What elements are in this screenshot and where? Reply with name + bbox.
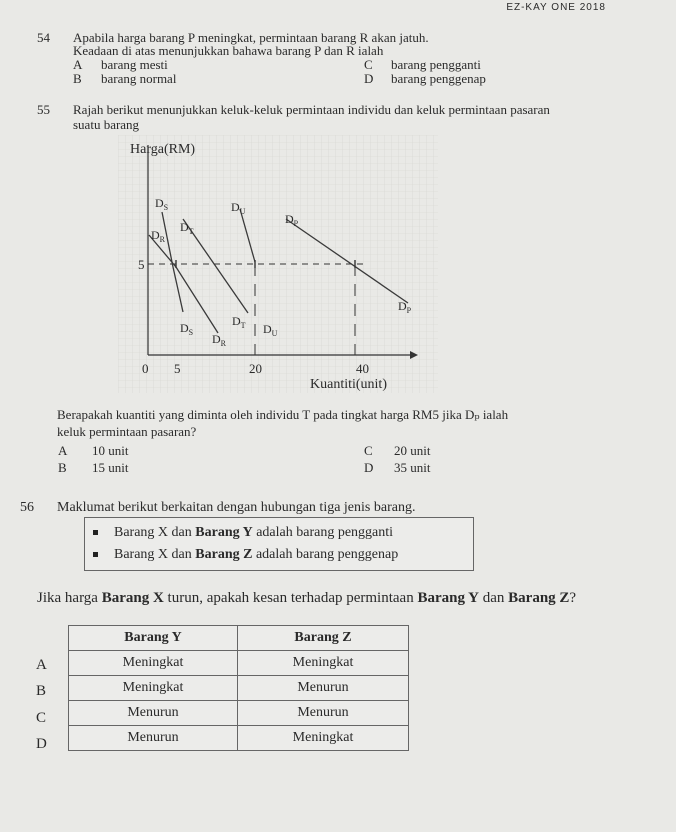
label-dr-top: $D_R$: [151, 228, 166, 244]
x-tick-label-40: 40: [356, 361, 369, 376]
table-row[interactable]: [69, 726, 409, 751]
q54-option-a-letter[interactable]: A: [73, 57, 83, 72]
bullet-2-pre: Barang X: [114, 547, 169, 562]
q55-option-a-text[interactable]: 10 unit: [92, 443, 129, 458]
label-ds-top: $D_S$: [155, 196, 169, 212]
info-bullet-1: [93, 525, 393, 541]
q55-option-a-letter[interactable]: A: [58, 443, 68, 458]
table-row[interactable]: [69, 701, 409, 726]
table-row[interactable]: [69, 651, 409, 676]
row-a-letter[interactable]: A: [36, 657, 47, 673]
q54-option-b-letter[interactable]: B: [73, 71, 82, 86]
q55-question-line2: keluk permintaan pasaran?: [57, 424, 197, 439]
q55-option-d-letter[interactable]: D: [364, 460, 374, 475]
row-b-barang-z: Menurun: [238, 676, 409, 701]
x-tick-label-20: 20: [249, 361, 262, 376]
bullet-square-icon: [93, 552, 98, 557]
label-du-bottom: $D_U$: [263, 322, 278, 338]
q56-intro: Maklumat berikut berkaitan dengan hubungan tiga jenis barang.: [57, 500, 416, 515]
label-dp-top: $D_P$: [285, 212, 299, 228]
q56-question: [37, 590, 576, 607]
bullet-2-bold: Barang Z: [195, 547, 253, 562]
label-dt-bottom: $D_T$: [232, 314, 246, 330]
q56-question-b1: Barang X: [101, 590, 164, 606]
row-c-barang-z: Menurun: [238, 701, 409, 726]
q56-question-end: ?: [569, 590, 577, 606]
q55-question-line1: Berapakah kuantiti yang diminta oleh individu T pada tingkat harga RM5 jika Dₚ ialah: [57, 407, 509, 422]
demand-chart: [118, 135, 438, 395]
row-d-barang-z: Meningkat: [238, 726, 409, 751]
answer-table: [68, 625, 409, 751]
label-dp-bottom: $D_P$: [398, 299, 412, 315]
info-bullet-2: [93, 547, 398, 563]
row-d-barang-y: Menurun: [69, 726, 238, 751]
q55-option-d-text[interactable]: 35 unit: [394, 460, 431, 475]
label-dr-bottom: $D_R$: [212, 332, 227, 348]
x-tick-label-5: 5: [174, 361, 181, 376]
table-row[interactable]: [69, 676, 409, 701]
row-c-letter[interactable]: C: [36, 710, 47, 726]
q54-option-c-letter[interactable]: C: [364, 57, 373, 72]
header-barang-z: Barang Z: [238, 626, 409, 651]
bullet-square-icon: [93, 530, 98, 535]
q56-question-b3: Barang Z: [508, 590, 570, 606]
bullet-2-mid: dan: [168, 547, 196, 562]
q54-option-c-text[interactable]: barang pengganti: [391, 57, 481, 72]
exam-tag: EZ-KAY ONE 2018: [506, 2, 606, 13]
q54-line2: Keadaan di atas menunjukkan bahawa barang P dan R ialah: [73, 43, 384, 58]
label-dt-top: $D_T$: [180, 220, 194, 236]
q55-line1: Rajah berikut menunjukkan keluk-keluk permintaan individu dan keluk permintaan pasaran: [73, 102, 550, 117]
label-ds-bottom: $D_S$: [180, 321, 194, 337]
q54-option-a-text[interactable]: barang mesti: [101, 57, 168, 72]
q55-option-c-text[interactable]: 20 unit: [394, 443, 431, 458]
label-du-top: $D_U$: [231, 200, 246, 216]
row-c-barang-y: Menurun: [69, 701, 238, 726]
chart-grid: [118, 135, 438, 393]
y-axis-label: Harga(RM): [130, 142, 196, 157]
row-d-letter[interactable]: D: [36, 736, 47, 752]
q55-option-c-letter[interactable]: C: [364, 443, 373, 458]
header-barang-y: Barang Y: [69, 626, 238, 651]
q55-number: 55: [37, 102, 50, 117]
q55-option-b-letter[interactable]: B: [58, 460, 67, 475]
info-box: [84, 517, 474, 571]
row-a-barang-z: Meningkat: [238, 651, 409, 676]
bullet-1-post: adalah barang pengganti: [252, 525, 394, 540]
x-axis-label: Kuantiti(unit): [310, 377, 387, 392]
q54-option-b-text[interactable]: barang normal: [101, 71, 177, 86]
bullet-2-post: adalah barang penggenap: [252, 547, 399, 562]
q56-question-b2: Barang Y: [417, 590, 479, 606]
row-b-barang-y: Meningkat: [69, 676, 238, 701]
row-a-barang-y: Meningkat: [69, 651, 238, 676]
y-tick-label-5: 5: [138, 257, 145, 272]
q54-option-d-text[interactable]: barang penggenap: [391, 71, 486, 86]
q55-line2: suatu barang: [73, 117, 140, 132]
q55-option-b-text[interactable]: 15 unit: [92, 460, 129, 475]
x-tick-label-0: 0: [142, 361, 149, 376]
q54-option-d-letter[interactable]: D: [364, 71, 374, 86]
bullet-1-mid: dan: [168, 525, 196, 540]
bullet-1-pre: Barang X: [114, 525, 169, 540]
row-b-letter[interactable]: B: [36, 683, 47, 699]
q56-question-and: dan: [478, 590, 509, 606]
q54-line1: Apabila harga barang P meningkat, permintaan barang R akan jatuh.: [73, 30, 429, 45]
bullet-1-bold: Barang Y: [195, 525, 253, 540]
answer-table-header: [69, 626, 409, 651]
q56-question-pre: Jika harga: [37, 590, 102, 606]
q56-number: 56: [20, 500, 34, 515]
q56-question-mid: turun, apakah kesan terhadap permintaan: [163, 590, 418, 606]
q54-number: 54: [37, 30, 50, 45]
